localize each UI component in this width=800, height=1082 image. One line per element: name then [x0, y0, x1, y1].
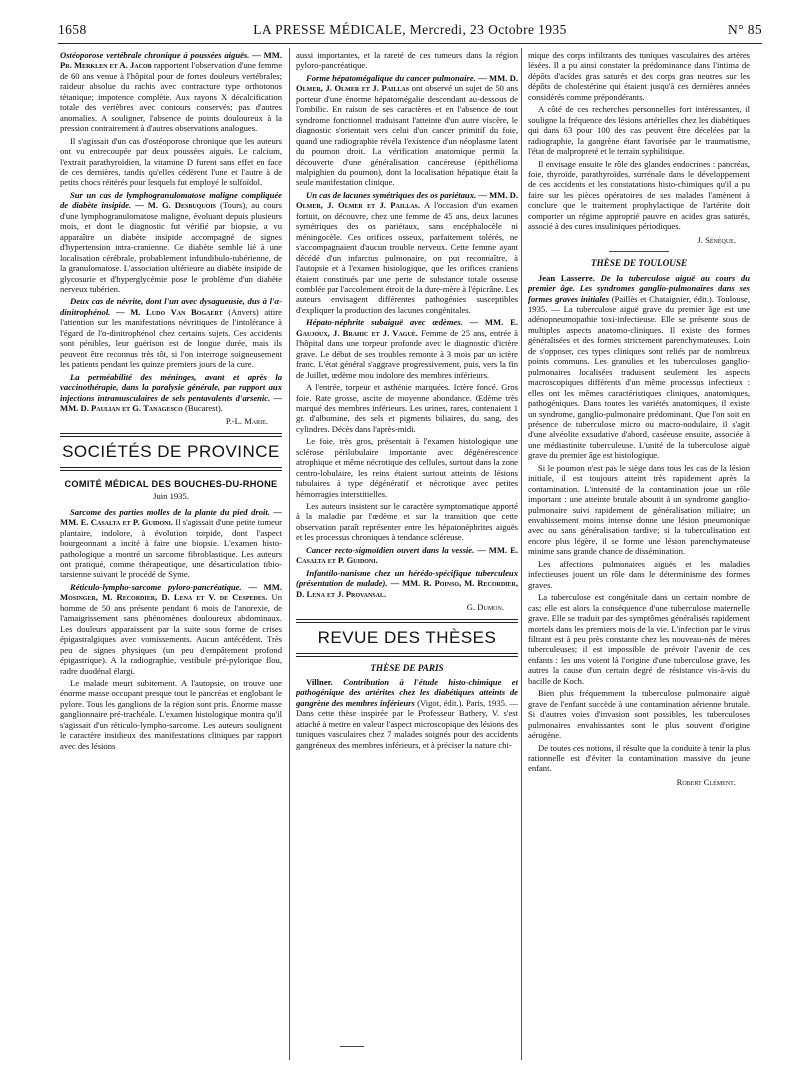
- abstract-paragraph: A l'entrée, torpeur et asthénie marquées. Ictère foncé. Gros foie. Rate grosse, ascite de moyenne abondance. Œdème très marqué des membres inférieurs. Les urines, rares, contenaient 1 gr. d'albumine, des sels et pigments biliaires, du sang, des cylindres. Décès dans l'après-midi.: [296, 382, 518, 434]
- abstract: [296, 545, 518, 566]
- thesis-paragraph: Il envisage ensuite le rôle des glandes endocrines : pancréas, foie, thyroïde, parathyroïdes, surrénale dans le développement de ces accidents et les constatations histo-chimiques qu'il a pu faire sur les pièces opératoires de ses malades l'amènent à conclure que le traitement prophylactique de l'artérite doit comporter un régime approprié pauvre en acides gras saturés, associé à des cures insuliniques périodiques.: [528, 158, 750, 232]
- abstract-authors: — MM. D. Olmer, J. Olmer et J. Paillas: [296, 72, 518, 94]
- column-divider: [289, 48, 290, 1060]
- abstract-title: Deux cas de névrite, dont l'un avec dysagueusie, dus à l'α-dinitrophénol.: [60, 296, 282, 317]
- abstract-title: La perméabilité des méninges, avant et après la vaccinothérapie, dans la paralysie générale, par rapport aux injections intramusculaires de sels pentavalents d'arsenic.: [60, 371, 282, 403]
- thesis-review: [528, 273, 750, 461]
- thesis-author: Jean Lasserre.: [538, 272, 595, 283]
- thesis-paragraph: Si le poumon n'est pas le siège dans tous les cas de la lésion initiale, il est toujours atteint très rapidement après la contamination. L'intensité de la contamination joue un rôle important : une atteinte brutale aboutit à un syndrome ganglio-pulmonaire suivi rapidement de généralisation miliaire; un envahissement moins intense donne une lésion pneumonique avec ou sans généralisation tardive; si la tuberculisation est encore plus légère, il se forme une lésion parenchymateuse minime sans grande chance de dissémination.: [528, 462, 750, 557]
- abstract-paragraph: Les auteurs insistent sur le caractère symptomatique apporté à la maladie par l'œdème et sur la transition que cette observation paraît représenter entre les hépatonéphrites aiguës et les processus chroniques à tendance scléreuse.: [296, 501, 518, 543]
- abstract: [296, 190, 518, 315]
- thesis-paragraph: La tuberculose est congénitale dans un certain nombre de cas; elle est alors la conséquence d'une tuberculose maternelle grave. Elle se traduit par des symptômes généralisés rapidement mortels dans les premiers mois de la vie. L'infection par le virus filtrant est à peu près constante chez les nouveau-nés de mères tuberculeuses; il est impossible de prévoir l'avenir de ces enfants : les uns voient là l'origine d'une tuberculose grave, les autres la cause d'un certain degré de résistance vis-à-vis du bacille de Koch.: [528, 592, 750, 686]
- thesis-paragraph: Les affections pulmonaires aiguës et les maladies infectieuses jouent un rôle dans le déterminisme des formes graves.: [528, 558, 750, 590]
- thesis-publisher: (Vigot, édit.). Paris, 1935.: [417, 697, 508, 708]
- section-title: REVUE DES THÈSES: [317, 627, 497, 647]
- abstract-paragraph: Il s'agissait d'un cas d'ostéoporose chronique que les auteurs ont vu entrecoupée par deux poussées aiguës. Le calcium, l'extrait parathyroïdien, la vitamine D furent sans effet en face de ces dernières, tandis qu'elles cédèrent l'une et l'autre à de petits chocs réitérés pour lesquels fut employé le sulfoïdol.: [60, 135, 282, 188]
- journal-title: LA PRESSE MÉDICALE, Mercredi, 23 Octobre 1935: [253, 22, 567, 37]
- abstract-title: Cancer recto-sigmoïdien ouvert dans la vessie.: [306, 544, 475, 555]
- abstract-title: Réticulo-lympho-sarcome pyloro-pancréatique.: [70, 581, 242, 592]
- abstract: [60, 296, 282, 369]
- abstract: [296, 73, 518, 188]
- abstract-title: Ostéoporose vertébrale chronique à poussées aiguës.: [60, 50, 250, 60]
- abstract-body: Femme de 25 ans, entrée à l'hôpital dans une torpeur profonde avec le diagnostic d'ictère grave. Le début de ses troubles remonte à 3 mois par un ictère franc. L'état général s'aggrave progressivement, puis, vers la fin de Juillet, œdème mou indolore des membres inférieurs.: [296, 327, 518, 380]
- abstract-authors: — MM. E. Casalta et P. Guidoni.: [60, 506, 282, 528]
- abstract: [296, 317, 518, 380]
- abstract-title: Infantilo-nanisme chez un hérédo-spécifique tuberculeux (présentation de malade).: [296, 567, 518, 589]
- page-end-mark: [340, 1046, 364, 1047]
- abstract-authors: — MM. D. Olmer, J. Olmer et J. Paillas.: [296, 189, 518, 211]
- abstract: [60, 507, 282, 580]
- continued-text: aussi importantes, et la rareté de ces tumeurs dans la région pyloro-pancréatique.: [296, 50, 518, 71]
- thesis-title: De la tuberculose aiguë au cours du premier âge. Les syndromes ganglio-pulmonaires dans ses formes graves initiales: [528, 272, 750, 304]
- abstract-authors: — MM. Pr. Merklen et A. Jacob: [60, 50, 282, 71]
- abstract-authors: — M. G. Desbuquois: [135, 200, 217, 211]
- column-1: [60, 50, 282, 1060]
- abstract-title: Hépato-néphrite subaiguë avec œdèmes.: [306, 317, 463, 328]
- society-name: COMITÉ MÉDICAL DES BOUCHES-DU-RHONE: [64, 478, 278, 489]
- session-date: Juin 1935.: [153, 491, 189, 502]
- continued-text: mique des corps infiltrants des tuniques vasculaires des artères lésées. Il a pu ainsi constater la prédominance dans l'intima de dépôts d'acides gras saturés et des corps gras neutres sur les dépôts de cholestérine qui étaient jusqu'à ces dernières années considérés comme prépondérants.: [528, 50, 750, 102]
- column-3: [528, 50, 750, 1060]
- column-divider: [521, 48, 522, 1060]
- running-header: [58, 22, 762, 42]
- thesis-paragraph: De toutes ces notions, il résulte que la conduite à tenir la plus rationnelle est d'éviter la contamination massive du jeune enfant.: [528, 742, 750, 774]
- page-number: 1658: [58, 22, 87, 37]
- section-rule: [296, 653, 518, 657]
- thesis-heading: THÈSE DE PARIS: [370, 662, 444, 673]
- thesis-publisher: (Paillès et Chataignier, édit.). Toulouse, 1935. —: [528, 293, 750, 314]
- abstract-title: Sarcome des parties molles de la plante du pied droit.: [70, 506, 270, 517]
- abstract-title: Un cas de lacunes symétriques des os pariétaux.: [306, 189, 477, 200]
- thesis-body: La tuberculose aiguë grave du premier âge est une adénopneumopathie toxi-infectieuse. Elle se présente sous de multiples aspects anatomo-cliniques. Il existe des formes généralisées et des formes strictement parenchymateuses. Loin de s'opposer, ces types cliniques sont reliés par de nombreux points communs. Les granulies et les tuberculoses ganglio-pulmonaires localisées traduisent seulement les aspects macroscopiques différents d'un même processus infectieux : elles ont les mêmes caractéristiques cliniques, anatomiques, pathogéniques. Dans toutes les variétés anatomiques, il existe un syndrome, ganglio-pulmonaire prédominant. Que l'on soit en présence de tuberculose micro ou macro-nodulaire, il s'agit d'une alvéolite exsudative d'abord, caséeuse ensuite, associée à une médiastinite tuberculeuse. L'unité de la tuberculose aiguë grave du premier âge est histologique.: [528, 303, 750, 461]
- abstract-place: (Bucarest).: [184, 402, 223, 413]
- abstract-authors: — MM. Mosinger, M. Recordier, D. Lena et V. de Cespedes.: [60, 581, 282, 603]
- signature: J. Sénèque.: [697, 234, 736, 245]
- abstract-body: Il s'agissait d'une petite tumeur plantaire, indolore, à évolution torpide, dont l'aspect bourgeonnant a incité à faire une biopsie. L'examen histo-pathologique a montré un sarcome fibroblastique. Les auteurs ont pratiqué, comme thérapeutique, une désarticulation tibio-tarsienne suivant le procédé de Syme.: [60, 517, 282, 580]
- abstract-title: Sur un cas de lymphogranulomatose maligne compliquée de diabète insipide.: [60, 189, 282, 211]
- abstract: [60, 50, 282, 134]
- abstract-authors: — MM. E. Casalta et P. Guidoni.: [296, 544, 518, 566]
- abstract-body: ont observé un sujet de 50 ans porteur d'une énorme hépatomégalie descendant au-dessous de l'ombilic. En raison de ses caractères et en l'absence de tout syndrome fonctionnel traduisant l'atteinte d'un autre viscère, le diagnostic s'orientait vers celui d'un cancer primitif du foie, quand une radiographie révéla l'existence d'un néoplasme latent du poumon droit. La vérification anatomique permit la découverte d'une généralisation cancéreuse (épithélioma malpighien du poumon), dont la localisation hépatique était la seule manifestation clinique.: [296, 83, 518, 188]
- abstract: [60, 372, 282, 414]
- section-rule: [60, 467, 282, 471]
- abstract: [60, 190, 282, 295]
- abstract-body: (Tours), au cours d'une lymphogranulomatose maligne, évoluant depuis plusieurs mois, et dont le diagnostic fut vérifié par biopsie, a vu apparaître un diabète insipide accompagné de signes d'hypertension intra-cranienne. Ce diabète semble lié à une localisation cérébrale, probablement infundibulo-tubérienne, de la granulomatose. L'association ultérieure au diabète insipide de glycosurie et d'hyperglycémie pose le problème d'un diabète nerveux tubérien.: [60, 200, 282, 294]
- abstract-authors: — MM. R. Poinso, M. Recordier, D. Lena et J. Provansal.: [296, 578, 518, 599]
- thesis-author: Villner.: [306, 677, 333, 688]
- abstract-body: A l'occasion d'un examen fortuit, on découvre, chez une femme de 45 ans, deux lacunes symétriques des os pariétaux, sans encéphalocèle ni méningocèle. Ces orifices osseux, parfaitement tolérés, ne s'accompagnaient d'aucun trouble nerveux. Cette femme ayant décédé d'un infarctus pulmonaire, on put reconnaître, à l'autopsie et à l'examen histologique, que les orifices craniens étaient constitués par une perte de substance totale osseuse comblée par l'accolement étroit de la dure-mère à l'épicrâne. Les auteurs envisagent différentes pathogénies susceptibles d'expliquer la production des lacunes congénitales.: [296, 200, 518, 315]
- abstract-authors: — MM. E. Gaujoux, J. Brahic et J. Vagué.: [296, 317, 518, 338]
- section-rule: [296, 619, 518, 623]
- thesis-paragraph: A côté de ces recherches personnelles fort intéressantes, il souligne la fréquence des lésions artérielles chez les diabétiques qui dans 63 pour 100 des cas peuvent être décelées par la radiographie, la gangrène étant favorisée par le traumatisme, l'état de malpropreté et le terrain syphilitique.: [528, 104, 750, 157]
- abstract-authors: — M. Ludo Van Bogaert: [116, 306, 223, 317]
- section-rule: [60, 433, 282, 437]
- abstract-paragraph: Le foie, très gros, présentait à l'examen histologique une sclérose périlobulaire importante avec dégénérescence atrophique et même nécrotique des cellules, surtout dans la zone centro-lobulaire, les reins étaient surtout atteints de lésions tubulaires à type dégénératif et nécrotique avec petites hémorragies interstitielles.: [296, 436, 518, 499]
- abstract-paragraph: Le malade meurt subitement. A l'autopsie, on trouve une énorme masse occupant presque tout le pancréas et englobant le pylore. Tous les ganglions de la région sont pris. Énorme masse ganglionnaire pré-trachéale. L'examen histologique montra qu'il s'agissait d'un réticulo-lympho-sarcome. Les auteurs soulignent le caractère insidieux des manifestations cliniques par rapport avec des lésions: [60, 678, 282, 751]
- signature: Robert Clément.: [676, 776, 736, 787]
- abstract: [296, 568, 518, 599]
- issue-number: N° 85: [727, 22, 762, 37]
- separator: [609, 251, 669, 252]
- abstract-body: Un homme de 50 ans présente pendant 6 mois de l'anorexie, de l'amaigrissement sans phénomènes douloureux abdominaux. Les douleurs apparaissent par la suite sous forme de crises épigastralgiques avec vomissements. Aucun antécédent. Très peu de signes physiques (un peu d'empâtement profond épigastrique). A la radiographie, vestibule pré-pylorique flou, radre duodénal élargi.: [60, 592, 282, 676]
- abstract-authors: — MM. D. Paulian et G. Tanagesco: [60, 392, 282, 413]
- abstract-title: Forme hépatomégalique du cancer pulmonaire.: [306, 72, 476, 83]
- thesis-body: — Dans cette thèse inspirée par le Professeur Bathery, V. s'est attaché à mettre en valeur l'aspect microscopique des lésions des tuniques vasculaires chez 7 malades soignés pour des accidents gangréneux des membres inférieurs, et à préciser la nature chi-: [296, 697, 518, 750]
- abstract-body: rapportent l'observation d'une femme de 60 ans venue à l'hôpital pour de fortes douleurs vertébrales; raideur absolue du rachis avec contracture type orthotonos tétanique; impotence complète. Aux rayons X décalcification totale des vertèbres avec contours conservés; pas d'autres anomalies. A souligner, l'absence de points douloureux à la pression contrairement à d'autres observations analogues.: [60, 60, 282, 134]
- thesis-title: Contribution à l'étude histo-chimique et pathogénique des artérites chez les diabétiques atteints de gangrène des membres inférieurs: [296, 677, 518, 708]
- header-rule: [58, 43, 762, 44]
- abstract: [60, 582, 282, 676]
- thesis-review: [296, 677, 518, 750]
- section-title: SOCIÉTÉS DE PROVINCE: [62, 441, 280, 461]
- thesis-paragraph: Bien plus fréquemment la tuberculose pulmonaire aiguë grave de l'enfant succède à une contamination aérienne brutale. Si d'autres voies d'invasion sont possibles, les tuberculoses pulmonaires envahissantes sont le plus souvent d'origine aérogène.: [528, 688, 750, 741]
- signature: P.-L. Marie.: [225, 416, 268, 427]
- column-2: [296, 50, 518, 1060]
- abstract-body: (Anvers) attire l'attention sur les manifestations névritiques de l'intolérance à l'égard de l'α-dinitrophénol chez certains sujets. Ces accidents sont pénibles, leur guérison est de longue durée, mais ils peuvent être reconnus très tôt, si l'on interroge soigneusement les patients pendant les quinze premiers jours de la cure.: [60, 306, 282, 370]
- signature: G. Dumon.: [466, 602, 504, 613]
- thesis-heading: THÈSE DE TOULOUSE: [590, 258, 688, 269]
